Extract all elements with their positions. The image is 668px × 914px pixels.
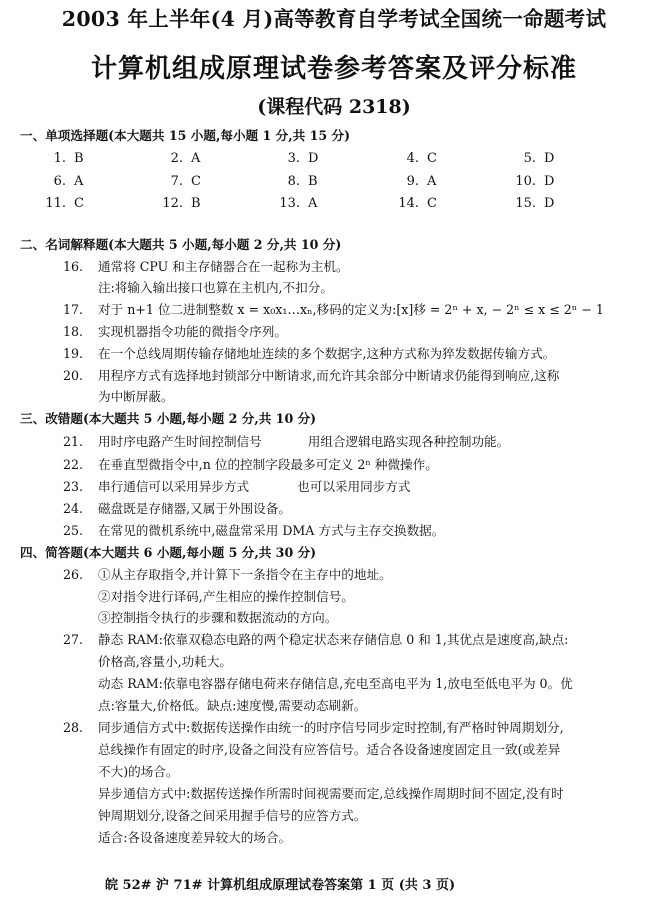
answer-line: 不大)的场合。: [98, 764, 179, 779]
answer-line: 异步通信方式中:数据传送操作所需时间视需要而定,总线操作周期时间不固定,没有时: [98, 786, 564, 801]
answer-line: 通常将 CPU 和主存储器合在一起称为主机。: [98, 259, 349, 274]
answer-line: ②对指令进行译码,产生相应的操作控制信号。: [98, 589, 354, 604]
answer-line: 用程序方式有选择地封锁部分中断请求,而允许其余部分中断请求仍能得到响应,这称: [98, 368, 560, 383]
mc-item: 6. A: [53, 174, 84, 189]
mc-item: 12. B: [162, 196, 201, 211]
mc-item: 9. A: [406, 174, 437, 189]
mc-item: 7. C: [170, 174, 201, 189]
mc-item: 14. C: [398, 196, 437, 211]
mc-item: 13. A: [279, 196, 318, 211]
question-number: 23.: [63, 479, 84, 494]
question-number: 28.: [63, 720, 84, 735]
mc-item: 11. C: [45, 196, 84, 211]
answer-line: 静态 RAM:依靠双稳态电路的两个稳定状态来存储信息 0 和 1,其优点是速度高,缺点:: [98, 632, 569, 647]
mc-item: 3. D: [287, 151, 319, 166]
answer-line: ③控制指令执行的步骤和数据流动的方向。: [98, 610, 338, 625]
answer-line: ①从主存取指令,并计算下一条指令在主存中的地址。: [98, 567, 392, 582]
paper-title: 计算机组成原理试卷参考答案及评分标准: [90, 54, 577, 84]
answer-line: 动态 RAM:依靠电容器存储电荷来存储信息,充电至高电平为 1,放电至低电平为 0。优: [98, 676, 573, 691]
mc-item: 2. A: [170, 151, 201, 166]
answer-line: 在垂直型微指令中,n 位的控制字段最多可定义 2ⁿ 种微操作。: [98, 457, 438, 472]
section-heading-corrections: 三、改错题(本大题共 5 小题,每小题 2 分,共 10 分): [20, 411, 317, 426]
answer-line: 在一个总线周期传输存储地址连续的多个数据字,这种方式称为猝发数据传输方式。: [98, 346, 556, 361]
mc-item: 4. C: [406, 151, 437, 166]
answer-line: 点:容量大,价格低。缺点:速度慢,需要动态刷新。: [98, 698, 367, 713]
answer-line: 同步通信方式中:数据传送操作由统一的时序信号同步定时控制,有严格时钟周期划分,: [98, 720, 564, 735]
mc-item: 8. B: [287, 174, 318, 189]
question-number: 26.: [63, 567, 84, 582]
section-heading-single-choice: 一、单项选择题(本大题共 15 小题,每小题 1 分,共 15 分): [20, 128, 351, 143]
question-number: 20.: [63, 368, 84, 383]
question-number: 21.: [63, 434, 84, 449]
answer-line: 适合:各设备速度差异较大的场合。: [98, 830, 292, 845]
answer-line: 总线操作有固定的时序,设备之间没有应答信号。适合各设备速度固定且一致(或差异: [98, 742, 561, 757]
answer-note: 注:将输入输出接口也算在主机内,不扣分。: [98, 280, 333, 295]
section-heading-short-answer: 四、简答题(本大题共 6 小题,每小题 5 分,共 30 分): [20, 545, 317, 560]
question-number: 19.: [63, 346, 84, 361]
question-number: 22.: [63, 457, 84, 472]
exam-title: 2003 年上半年(4 月)高等教育自学考试全国统一命题考试: [61, 7, 607, 31]
answer-line: 实现机器指令功能的微指令序列。: [98, 324, 287, 339]
mc-item: 5. D: [523, 151, 555, 166]
answer-line: 为中断屏蔽。: [98, 389, 174, 404]
question-number: 18.: [63, 324, 84, 339]
answer-line: 对于 n+1 位二进制整数 x = x₀x₁…xₙ,移码的定义为:[x]移 = 2ⁿ + x, − 2ⁿ ≤ x ≤ 2ⁿ − 1: [98, 302, 604, 317]
mc-item: 15. D: [515, 196, 555, 211]
mc-item: 1. B: [53, 151, 84, 166]
section-heading-definitions: 二、名词解释题(本大题共 5 小题,每小题 2 分,共 10 分): [20, 237, 342, 252]
answer-line: 钟周期划分,设备之间采用握手信号的应答方式。: [98, 808, 367, 823]
answer-line: 用时序电路产生时间控制信号 用组合逻辑电路实现各种控制功能。: [98, 434, 510, 449]
question-number: 27.: [63, 632, 84, 647]
question-number: 17.: [63, 302, 84, 317]
answer-line: 串行通信可以采用异步方式 也可以采用同步方式: [98, 479, 411, 494]
answer-line: 在常见的微机系统中,磁盘常采用 DMA 方式与主存交换数据。: [98, 523, 445, 538]
page-footer: 皖 52# 沪 71# 计算机组成原理试卷答案第 1 页 (共 3 页): [105, 878, 456, 893]
answer-line: 磁盘既是存储器,又属于外围设备。: [98, 501, 291, 516]
mc-item: 10. D: [515, 174, 555, 189]
question-number: 25.: [63, 523, 84, 538]
course-code: (课程代码 2318): [257, 96, 411, 118]
answer-line: 价格高,容量小,功耗大。: [98, 654, 232, 669]
question-number: 16.: [63, 259, 84, 274]
question-number: 24.: [63, 501, 84, 516]
